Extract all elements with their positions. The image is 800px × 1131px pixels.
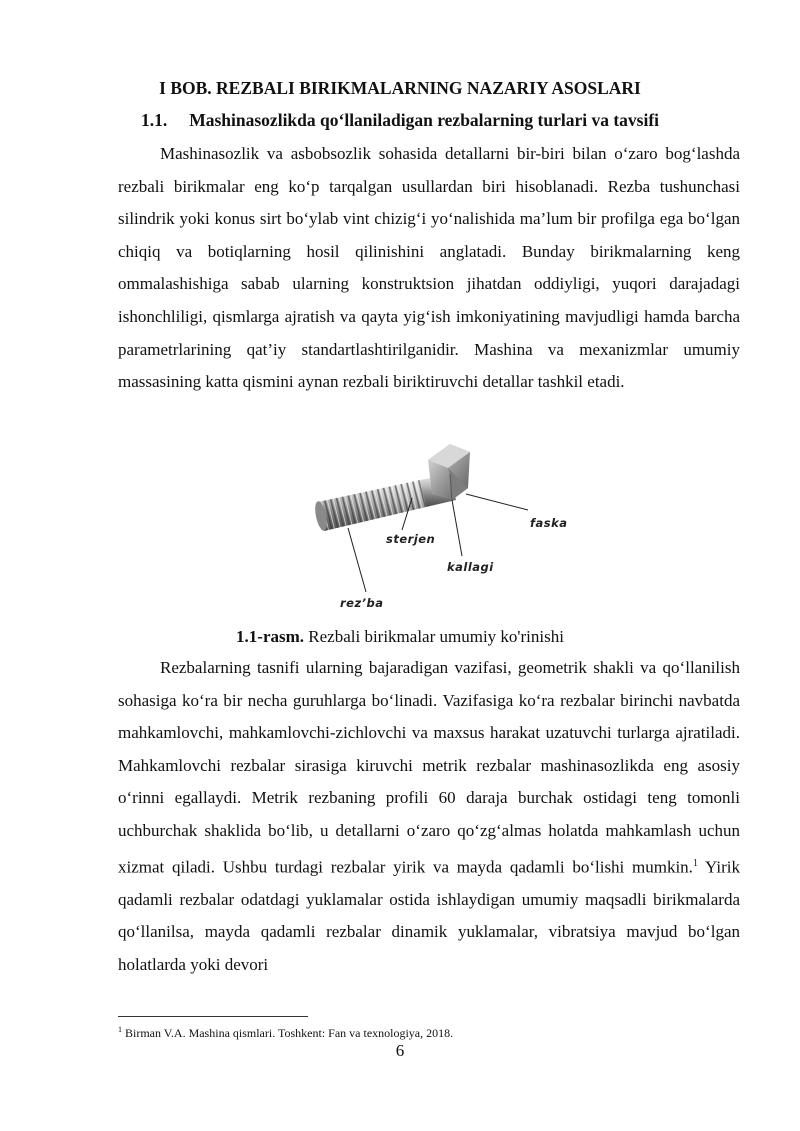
section-title: Mashinasozlikda qo‘llaniladigan rezbalarning turlari va tavsifi bbox=[189, 110, 660, 130]
paragraph-classification bbox=[118, 652, 740, 982]
section-number: 1.1. bbox=[140, 110, 168, 130]
bolt-head bbox=[428, 444, 470, 500]
label-rezba: rez’ba bbox=[340, 596, 384, 610]
caption-number: 1.1-rasm. bbox=[236, 627, 305, 646]
footnote-text: Birman V.A. Mashina qismlari. Toshkent: Fan va texnologiya, 2018. bbox=[122, 1026, 454, 1040]
footnote-marker: 1 bbox=[118, 1025, 122, 1034]
footnote-reference[interactable]: 1 bbox=[692, 857, 698, 869]
label-kallagi: kallagi bbox=[447, 560, 494, 574]
paragraph-text: Mashinasozlik va asbobsozlik sohasida detallarni bir-biri bilan o‘zaro bog‘lashda rezbali birikmalar eng ko‘p tarqalgan usullardan biri hisoblanadi. Rezba tushunchasi silindrik yoki konus sirt bo‘ylab vint chizig‘i yo‘nalishida ma’lum bir profilga ega bo‘lgan chiqiq va botiqlarning hosil qilinishini anglatadi. Bunday birikmalarning keng ommalashishiga sabab ularning konstruktsion jihatdan oddiyligi, yuqori darajadagi ishonchliligi, qismlarga ajratish va qayta yig‘ish imkoniyatining mavjudligi hamda barcha parametrlarining qat’iy standartlashtirilganidir. Mashina va mexanizmlar umumiy massasining katta qismini aynan rezbali biriktiruvchi detallar tashkil etadi. bbox=[118, 144, 740, 392]
label-sterjen: sterjen bbox=[386, 532, 436, 546]
section-heading bbox=[0, 110, 800, 131]
figure-caption bbox=[0, 627, 800, 647]
paragraph-intro bbox=[118, 138, 740, 399]
page-number: 6 bbox=[395, 1041, 405, 1060]
paragraph-text-part2: Yirik qadamli rezbalar odatdagi yuklamalar ostida ishlaydigan umumiy maqsadli birikmalarda qo‘llanilsa, mayda qadamli rezbalar dinamik yuklamalar, vibratsiya mavjud bo‘lgan holatlarda yoki devori bbox=[118, 857, 740, 974]
paragraph-text bbox=[118, 652, 740, 982]
chapter-title: I BOB. REZBALI BIRIKMALARNING NAZARIY ASOSLARI bbox=[159, 78, 641, 98]
caption-text: Rezbali birikmalar umumiy ko'rinishi bbox=[304, 627, 564, 646]
bolt-figure bbox=[300, 430, 600, 615]
footnote bbox=[118, 1025, 453, 1041]
footnote-divider bbox=[118, 1016, 308, 1017]
paragraph-text-part1: Rezbalarning tasnifi ularning bajaradigan vazifasi, geometrik shakli va qo‘llanilish sohasiga ko‘ra bir necha guruhlarga bo‘linadi. Vazifasiga ko‘ra rezbalar birinchi navbatda mahkamlovchi, mahkamlovchi-zichlovchi va maxsus harakat uzatuvchi turlarga ajratiladi. Mahkamlovchi rezbalar sirasiga kiruvchi metrik rezbalar mashinasozlikda eng asosiy o‘rinni egallaydi. Metrik rezbaning profili 60 daraja burchak ostidagi teng tomonli uchburchak shaklida bo‘lib, u detallarni o‘zaro qo‘zg‘almas holatda mahkamlash uchun xizmat qiladi. Ushbu turdagi rezbalar yirik va mayda qadamli bo‘lishi mumkin. bbox=[118, 658, 740, 877]
label-faska: faska bbox=[530, 516, 568, 530]
